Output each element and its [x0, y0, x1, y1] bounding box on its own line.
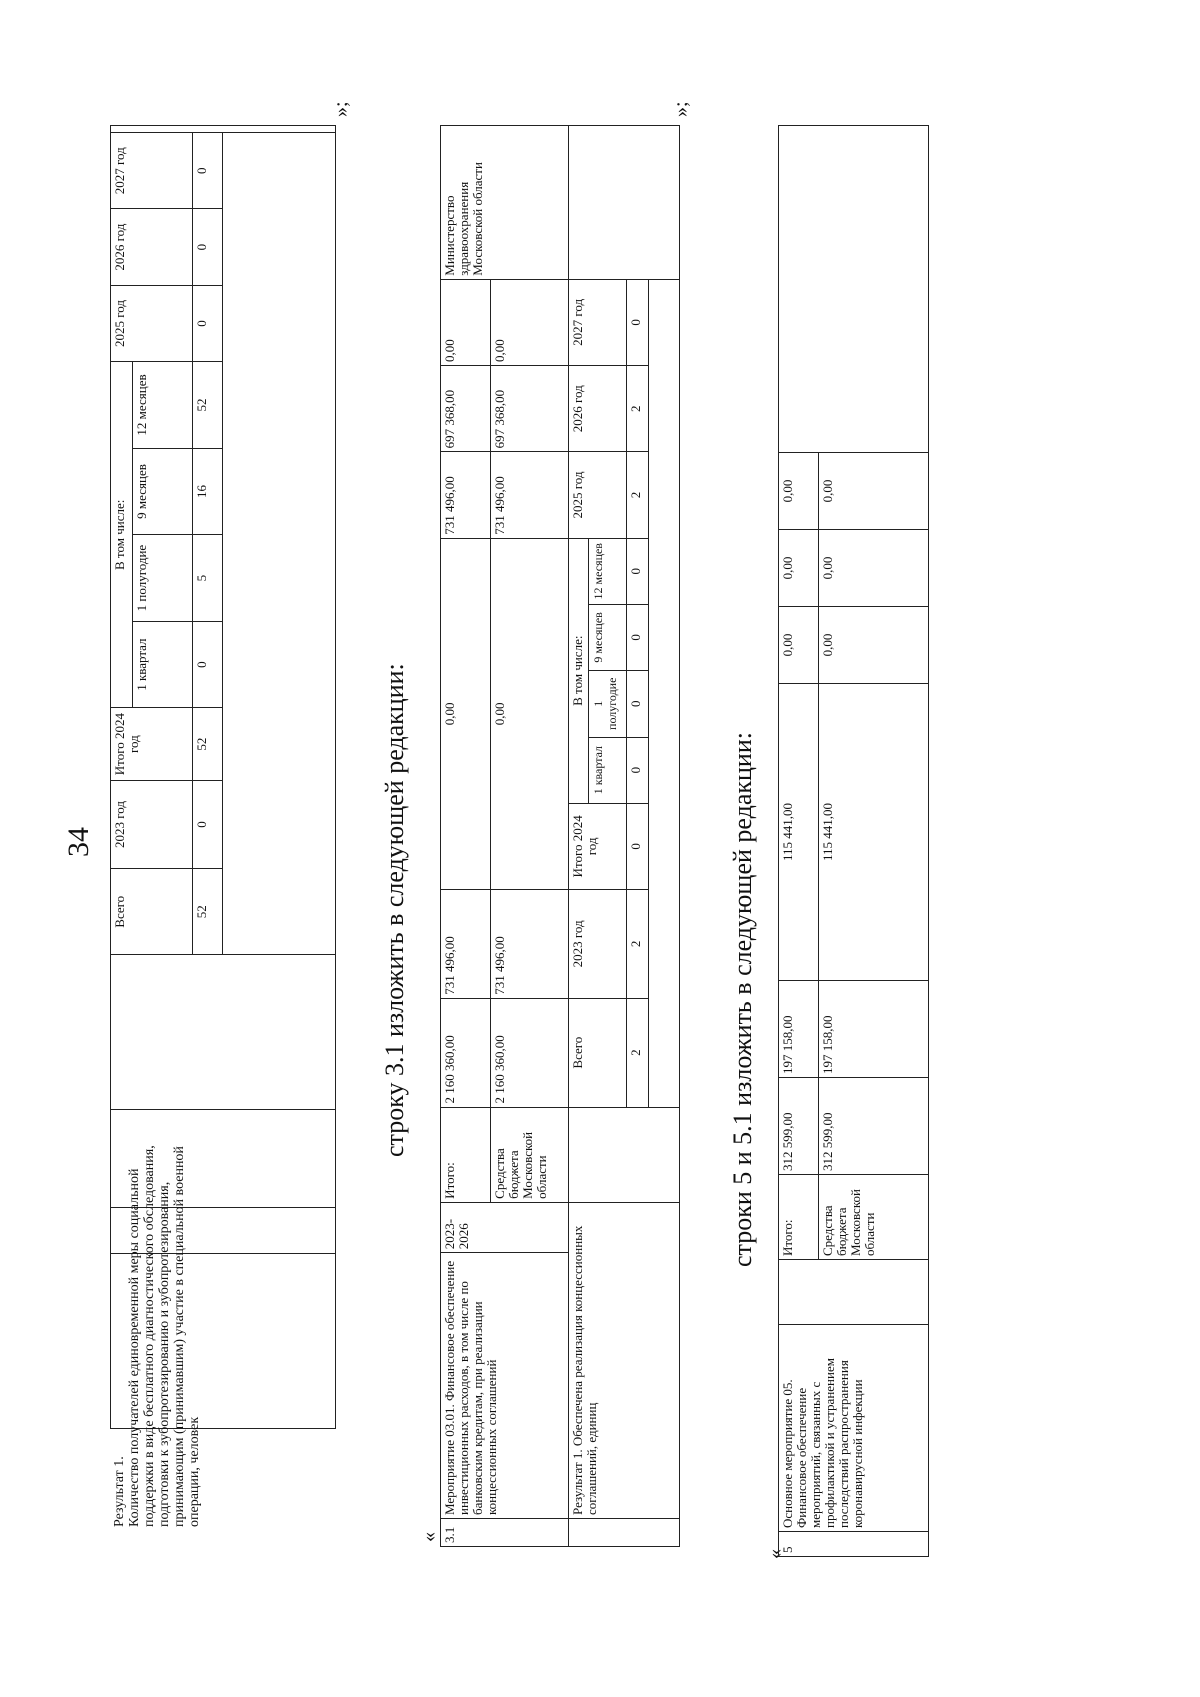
- empty-cell: [569, 1518, 680, 1546]
- value-itogo-2024: 52: [193, 708, 223, 781]
- header-h1: 1 полугодие: [133, 535, 193, 622]
- heading-line-3-1: строку 3.1 изложить в следующей редакции:: [380, 663, 409, 1157]
- table-row-description: Основное мероприятие 05. Финансовое обеспечение мероприятий, связанных с профилактикой и устранением последствий распространения коронавирусной инфекции: [779, 1325, 929, 1532]
- header-12m: 12 месяцев: [133, 362, 193, 449]
- budget-2025: 0,00: [819, 607, 929, 684]
- total-2025: 0,00: [779, 607, 819, 684]
- value-q1: 0: [193, 621, 223, 707]
- value-9m: 0: [627, 604, 649, 670]
- empty-row: [223, 133, 336, 955]
- header-q1: 1 квартал: [133, 621, 193, 707]
- value-total: 2: [627, 998, 649, 1107]
- value-2023: 0: [193, 780, 223, 868]
- header-9m: 9 месяцев: [133, 448, 193, 535]
- header-v-tom-chisle: В том числе:: [569, 538, 589, 803]
- executor: Министерство здравоохранения Московской области: [441, 126, 569, 280]
- empty-cell: [569, 126, 680, 280]
- header-itogo-2024: Итого 2024 год: [111, 708, 193, 781]
- value-9m: 16: [193, 448, 223, 535]
- source-total-label: Итого:: [779, 1175, 819, 1260]
- value-2025: 0: [193, 285, 223, 361]
- source-total-label: Итого:: [441, 1107, 491, 1202]
- value-2026: 0: [193, 209, 223, 285]
- open-quote-1: «: [418, 1532, 440, 1542]
- budget-2024: 0,00: [491, 538, 569, 889]
- header-2025: 2025 год: [569, 452, 627, 538]
- header-h1: 1 полугодие: [589, 670, 627, 737]
- value-2023: 2: [627, 890, 649, 999]
- value-h1: 5: [193, 535, 223, 622]
- header-2023: 2023 год: [569, 890, 627, 999]
- header-total: Всего: [569, 998, 627, 1107]
- open-quote-2: «: [764, 1549, 786, 1559]
- header-v-tom-chisle: В том числе:: [111, 362, 133, 708]
- value-q1: 0: [627, 737, 649, 803]
- executor-cell: [779, 126, 929, 453]
- header-12m: 12 месяцев: [589, 538, 627, 604]
- value-2027: 0: [627, 279, 649, 365]
- total-2027: 0,00: [441, 279, 491, 365]
- total-2026: 697 368,00: [441, 366, 491, 452]
- row-number: 5: [779, 1532, 929, 1557]
- source-budget-label: Средства бюджета Московской области: [491, 1107, 569, 1202]
- row-number: 3.1: [441, 1518, 569, 1546]
- total-2024: 0,00: [441, 538, 491, 889]
- empty-cell: [569, 1107, 680, 1202]
- total-2023: 197 158,00: [779, 981, 819, 1078]
- budget-2025: 731 496,00: [491, 452, 569, 538]
- close-quote-1: »;: [330, 101, 352, 117]
- value-2026: 2: [627, 366, 649, 452]
- budget-2026: 697 368,00: [491, 366, 569, 452]
- budget-2027: 0,00: [819, 453, 929, 530]
- table-row-description: [111, 955, 336, 1110]
- result-1-cell: Результат 1. Обеспечена реализация концессионных соглашений, единиц: [569, 1202, 680, 1518]
- table-3-1: [440, 125, 680, 1547]
- header-q1: 1 квартал: [589, 737, 627, 803]
- value-2027: 0: [193, 133, 223, 209]
- table-5: [778, 125, 929, 1557]
- budget-2027: 0,00: [491, 279, 569, 365]
- budget-all: 2 160 360,00: [491, 998, 569, 1107]
- header-2026: 2026 год: [111, 209, 193, 285]
- budget-2024: 115 441,00: [819, 684, 929, 981]
- header-total: Всего: [111, 869, 193, 955]
- header-itogo-2024: Итого 2024 год: [569, 803, 627, 889]
- value-h1: 0: [627, 670, 649, 737]
- header-2026: 2026 год: [569, 366, 627, 452]
- years-cell: 2023-2026: [441, 1202, 569, 1252]
- budget-2023: 197 158,00: [819, 981, 929, 1078]
- value-12m: 0: [627, 538, 649, 604]
- total-all: 2 160 360,00: [441, 998, 491, 1107]
- page-number: 34: [62, 827, 95, 857]
- empty-row: [649, 279, 680, 1107]
- header-2025: 2025 год: [111, 285, 193, 361]
- total-2024: 115 441,00: [779, 684, 819, 981]
- years-cell: [779, 1260, 929, 1325]
- value-12m: 52: [193, 362, 223, 449]
- value-itogo-2024: 0: [627, 803, 649, 889]
- header-2023: 2023 год: [111, 780, 193, 868]
- total-all: 312 599,00: [779, 1078, 819, 1175]
- budget-all: 312 599,00: [819, 1078, 929, 1175]
- heading-lines-5-5-1: строки 5 и 5.1 изложить в следующей редакции:: [728, 732, 757, 1267]
- budget-2026: 0,00: [819, 530, 929, 607]
- close-quote-2: »;: [670, 101, 692, 117]
- table-row-description: Мероприятие 03.01. Финансовое обеспечение инвестиционных расходов, в том числе по банковским кредитам, при реализации концессионных соглашений: [441, 1253, 569, 1519]
- value-2025: 2: [627, 452, 649, 538]
- header-2027: 2027 год: [111, 133, 193, 209]
- total-2026: 0,00: [779, 530, 819, 607]
- total-2023: 731 496,00: [441, 890, 491, 999]
- total-2025: 731 496,00: [441, 452, 491, 538]
- value-total: 52: [193, 869, 223, 955]
- budget-2023: 731 496,00: [491, 890, 569, 999]
- header-2027: 2027 год: [569, 279, 627, 365]
- executor-cell: [111, 126, 336, 133]
- header-9m: 9 месяцев: [589, 604, 627, 670]
- total-2027: 0,00: [779, 453, 819, 530]
- result-1-description: Результат 1. Количество получателей единовременной меры социальной поддержки в виде бесплатного диагностического обследования, подготовки к зубопротезированию и зубопротезирования, принимающим (принимавшим) участие в специальной военной операции, человек: [112, 1145, 202, 1527]
- source-budget-label: Средства бюджета Московской области: [819, 1175, 929, 1260]
